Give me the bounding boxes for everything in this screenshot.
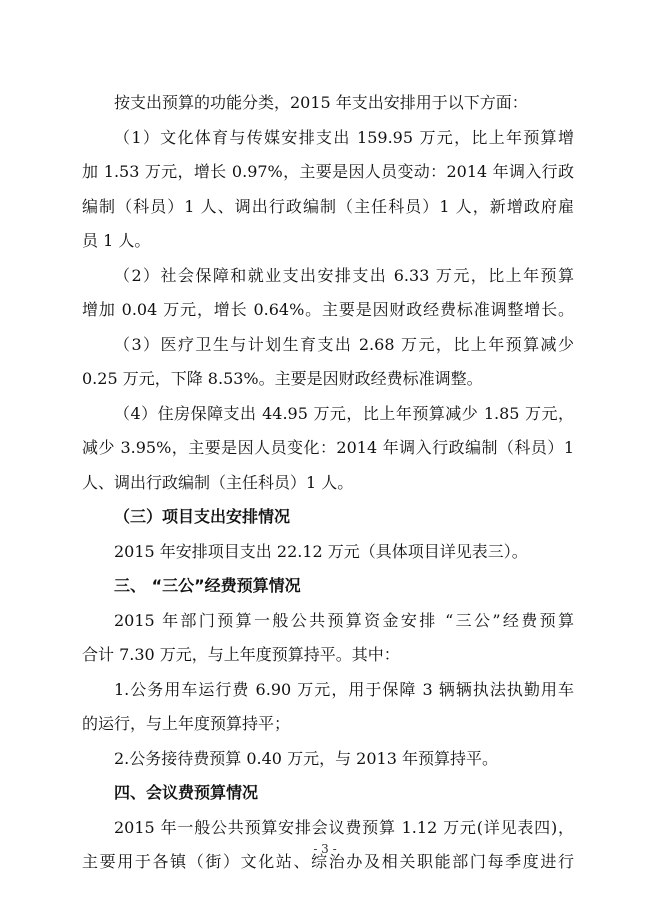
paragraph-line: 增加 0.04 万元，增长 0.64%。主要是因财政经费标准调整增长。 xyxy=(82,300,574,319)
paragraph-line: 2015 年一般公共预算安排会议费预算 1.12 万元(详见表四)， xyxy=(114,817,574,837)
paragraph-line: 2015 年安排项目支出 22.12 万元（具体项目详见表三）。 xyxy=(114,541,528,561)
section-heading: 三、 “三公”经费预算情况 xyxy=(114,576,301,595)
paragraph-line: （4）住房保障支出 44.95 万元，比上年预算减少 1.85 万元， xyxy=(114,403,574,423)
paragraph-line: （3）医疗卫生与计划生育支出 2.68 万元，比上年预算减少 xyxy=(114,334,574,354)
paragraph-line: 按支出预算的功能分类，2015 年支出安排用于以下方面： xyxy=(114,93,528,112)
section-heading: （三）项目支出安排情况 xyxy=(114,507,291,526)
paragraph-line: 加 1.53 万元，增长 0.97%，主要是因人员变动：2014 年调入行政 xyxy=(82,162,574,181)
page-number: - 3 - xyxy=(313,842,337,856)
paragraph-line: （2）社会保障和就业支出安排支出 6.33 万元，比上年预算 xyxy=(114,265,574,285)
section-heading: 四、会议费预算情况 xyxy=(114,783,259,802)
paragraph-line: 2.公务接待费预算 0.40 万元，与 2013 年预算持平。 xyxy=(114,748,498,768)
document-body xyxy=(82,86,574,880)
paragraph-line: 2015 年部门预算一般公共预算资金安排 “三公”经费预算 xyxy=(114,610,574,630)
paragraph-line: （1）文化体育与传媒安排支出 159.95 万元，比上年预算增 xyxy=(114,127,574,147)
paragraph-line: 0.25 万元，下降 8.53%。主要是因财政经费标准调整。 xyxy=(82,369,483,388)
paragraph-line: 合计 7.30 万元，与上年度预算持平。其中： xyxy=(82,645,400,664)
paragraph-line: 编制（科员）1 人、调出行政编制（主任科员）1 人，新增政府雇 xyxy=(82,196,574,216)
paragraph-line: 主要用于各镇（街）文化站、综治办及相关职能部门每季度进行 xyxy=(82,852,574,871)
paragraph-line: 减少 3.95%，主要是因人员变化：2014 年调入行政编制（科员）1 xyxy=(82,438,574,457)
paragraph-line: 人、调出行政编制（主任科员）1 人。 xyxy=(82,472,354,492)
paragraph-line: 员 1 人。 xyxy=(82,231,151,250)
paragraph-line: 1.公务用车运行费 6.90 万元，用于保障 3 辆辆执法执勤用车 xyxy=(114,679,574,699)
paragraph-line: 的运行，与上年度预算持平； xyxy=(82,714,291,733)
